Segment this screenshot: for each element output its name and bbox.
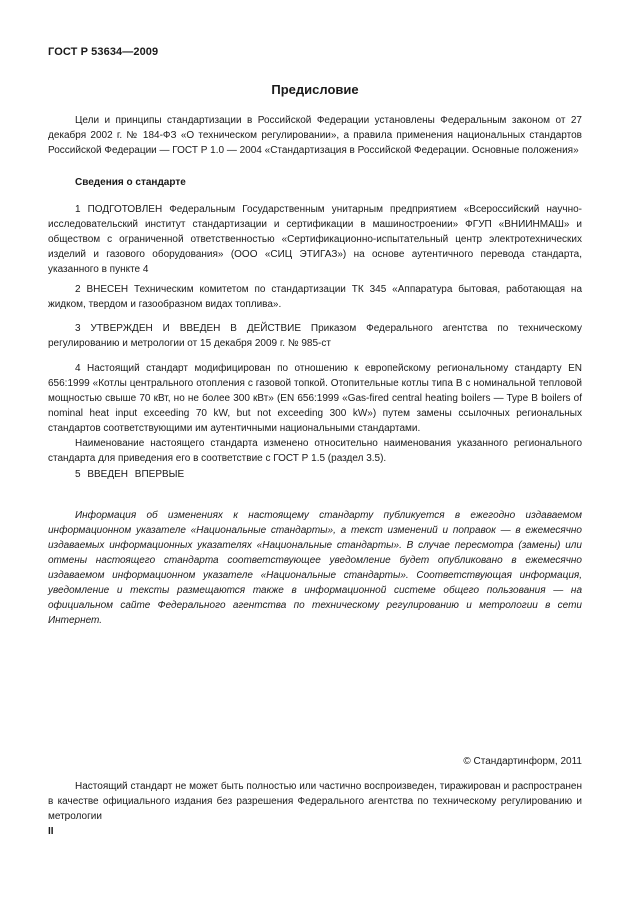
copyright: © Стандартинформ, 2011 [463, 756, 582, 767]
page-number: II [48, 826, 54, 837]
page-title: Предисловие [271, 82, 359, 97]
item-1-text: 1 ПОДГОТОВЛЕН Федеральным Государственным унитарным предприятием «Всероссийский научно-исследовательский институт стандартизации и сертификации в машиностроении» ФГУП «ВНИИНМАШ» и обществом с ограниченной ответственностью «Сертификационно-испытательный центр электротехнических изделий и газового оборудования» (ООО «СИЦ ЭТИГАЗ») на основе аутентичного перевода стандарта, указанного в пункте 4 [48, 204, 582, 275]
item-3-text: 3 УТВЕРЖДЕН И ВВЕДЕН В ДЕЙСТВИЕ Приказом Федерального агентства по техническому регулированию и метрологии от 15 декабря 2009 г. № 985-ст [48, 323, 582, 349]
item-4-text: 4 Настоящий стандарт модифицирован по отношению к европейскому региональному стандарту EN 656:1999 «Котлы центрального отопления с газовой топкой. Отопительные котлы типа В с номинальной тепловой мощностью свыше 70 кВт, но не более 300 кВт» (EN 656:1999 «Gas-fired central heating boilers — Type B boilers of nominal heat input exceeding 70 kW, but not exceeding 300 kW») путем замены ссылочных региональных стандартов соответствующими им аутентичными национальными стандартами. [48, 363, 582, 434]
reproduction-block [48, 779, 582, 824]
item-4 [48, 361, 582, 466]
section-heading: Сведения о стандарте [75, 177, 186, 188]
item-5: 5 ВВЕДЕН ВПЕРВЫЕ [75, 469, 185, 480]
intro-text: Цели и принципы стандартизации в Российской Федерации установлены Федеральным законом от 27 декабря 2002 г. № 184-ФЗ «О техническом регулировании», а правила применения национальных стандартов Российской Федерации — ГОСТ Р 1.0 — 2004 «Стандартизация в Российской Федерации. Основные положения» [48, 115, 582, 156]
item-3 [48, 321, 582, 351]
document-id: ГОСТ Р 53634—2009 [48, 46, 159, 58]
item-1 [48, 202, 582, 277]
item-2-text: 2 ВНЕСЕН Техническим комитетом по стандартизации ТК 345 «Аппаратура бытовая, работающая на жидком, твердом и газообразном видах топлива». [48, 284, 582, 310]
notice-text: Информация об изменениях к настоящему стандарту публикуется в ежегодно издаваемом информационном указателе «Национальные стандарты», а текст изменений и поправок — в ежемесячно издаваемых информационных указателях «Национальные стандарты». В случае пересмотра (замены) или отмены настоящего стандарта соответствующее уведомление будет опубликовано в ежемесячно издаваемом информационном указателе «Национальные стандарты». Соответствующая информация, уведомление и тексты размещаются также в информационной системе общего пользования — на официальном сайте Федерального агентства по техническому регулированию и метрологии в сети Интернет. [48, 510, 582, 626]
intro-paragraph [48, 113, 582, 158]
reproduction-text: Настоящий стандарт не может быть полностью или частично воспроизведен, тиражирован и распространен в качестве официального издания без разрешения Федерального агентства по техническому регулированию и метрологии [48, 781, 582, 822]
item-2 [48, 282, 582, 312]
item-4-note: Наименование настоящего стандарта изменено относительно наименования указанного регионального стандарта для приведения его в соответствие с ГОСТ Р 1.5 (раздел 3.5). [48, 438, 582, 464]
notice-block [48, 508, 582, 628]
